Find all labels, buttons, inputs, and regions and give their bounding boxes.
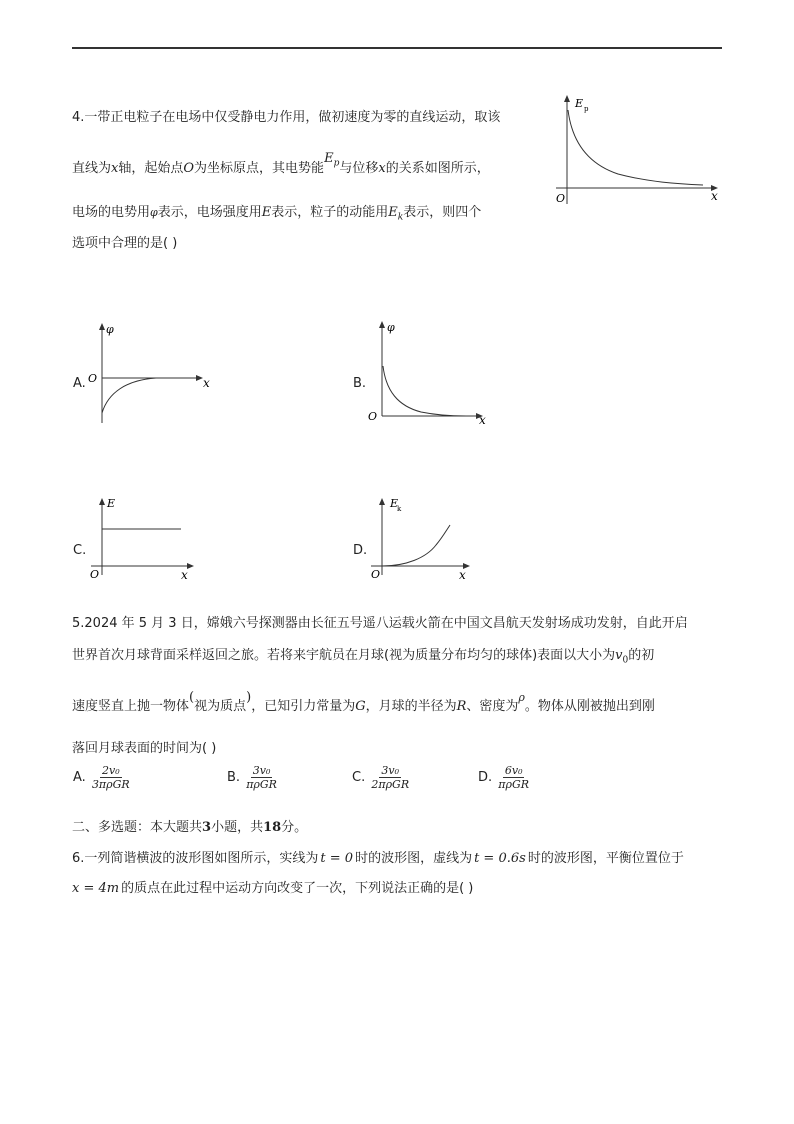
q5-text: ，月球的半径为 [365,699,457,714]
q4-text: 表示，粒子的动能用 [271,205,389,220]
var-Ep-sub: p [333,158,340,169]
q5-text: ，已知引力常量为 [251,699,356,714]
q4-option-c-graph [86,493,206,585]
option-label: C. [352,770,366,785]
section-text: 小题，共 [211,820,264,835]
y-label: E [390,497,399,510]
q4-option-b-label[interactable] [353,376,366,391]
x-axis-arrow [187,563,194,569]
var-rho: ρ [518,691,525,704]
var-G: G [355,699,366,714]
section-heading [72,816,307,835]
y-label: E [107,497,116,510]
denominator: 3πρGR [91,778,130,791]
var-R: R [456,699,467,714]
total-score: 18 [263,820,282,835]
q4-line4 [72,232,177,251]
var-v0: v [615,648,623,663]
var-Ep: E [324,151,334,166]
q4-text: 表示，电场强度用 [157,205,262,220]
ek-curve [382,525,450,566]
q5-option-c[interactable] [352,764,411,791]
origin-label: O [556,192,566,205]
y-axis-arrow [379,498,385,505]
var-x: x [111,161,119,176]
y-label-sub: k [397,505,402,513]
var-O: O [183,161,195,176]
x-axis-arrow [196,375,203,381]
numerator: 2v₀ [102,764,120,777]
q5-text: 、密度为 [466,699,519,714]
option-label: D. [353,543,368,558]
q5-text: 视为质点 [194,699,247,714]
denominator: πρGR [498,778,530,791]
position-x: x = 4m [72,881,120,896]
option-label: B. [227,770,241,785]
q4-text: 电场的电势用 [72,205,151,220]
q5-text: 速度竖直上抛一物体 [72,699,190,714]
q4-option-d-graph [366,493,476,585]
phi-curve [383,366,466,416]
fraction [244,764,279,791]
q6-line2 [72,877,473,896]
fraction [90,764,132,791]
q4-main-graph [548,92,728,214]
q4-text: 为坐标原点，其电势能 [194,161,325,176]
q5-text: 。物体从刚被抛出到刚 [524,699,655,714]
denominator: πρGR [246,778,277,791]
q4-text: 表示，则四个 [403,205,482,220]
option-label: A. [73,376,86,391]
q4-option-a-graph [86,318,216,428]
q5-text: 落回月球表面的时间为( ) [72,741,217,756]
q4-text: 选项中合理的是( ) [72,236,178,251]
header-rule [72,47,722,49]
y-axis-arrow [564,95,570,102]
section-text: 分。 [281,820,308,835]
q5-line2 [72,644,654,666]
q5-text: 世界首次月球背面采样返回之旅。若将来宇航员在月球(视为质量分布均匀的球体)表面以大小为 [72,648,616,663]
origin-label: O [368,410,378,423]
q4-text: 与位移 [339,161,379,176]
q4-line2 [72,151,490,179]
q4-text: 的关系如图所示， [385,161,490,176]
var-Ek-sub: k [397,212,404,223]
q4-text: 轴，起始点 [118,161,184,176]
question-count: 3 [202,820,212,835]
var-E: E [261,205,272,220]
origin-label: O [88,372,98,385]
time-t0: t = 0 [320,851,354,866]
q4-line1 [72,106,500,125]
fraction [369,764,411,791]
q4-line3 [72,201,481,223]
q5-line4 [72,737,216,756]
time-t1: t = 0.6s [474,851,526,866]
q4-option-a-label[interactable] [73,376,86,391]
var-Ek: E [388,205,398,220]
option-label: B. [353,376,367,391]
q5-text: 的初 [628,648,655,663]
y-axis-arrow [99,323,105,330]
phi-curve [102,378,164,413]
y-axis-arrow [99,498,105,505]
q5-line1 [72,612,688,631]
var-phi: φ [150,206,158,219]
x-label: x [459,568,466,582]
x-label: x [203,376,210,390]
y-axis-arrow [379,321,385,328]
numerator: 3v₀ [252,764,271,777]
denominator: 2πρGR [371,778,410,791]
var-v0-sub: 0 [622,655,629,666]
ep-curve [568,110,703,185]
q5-option-b[interactable] [227,764,279,791]
paren-right: ) [246,690,252,705]
q5-option-a[interactable] [73,764,132,791]
q6-text: 时的波形图，虚线为 [355,851,473,866]
option-label: C. [73,543,87,558]
option-label: A. [73,770,86,785]
q4-line1-text: 4.一带正电粒子在电场中仅受静电力作用，做初速度为零的直线运动，取该 [72,110,501,125]
y-label-sub: p [584,105,589,113]
q5-text: 5.2024 年 5 月 3 日，嫦娥六号探测器由长征五号遥八运载火箭在中国文昌航天发射场成功发射，自此开启 [72,616,688,631]
numerator: 6v₀ [504,764,523,777]
paren-left: ( [189,690,195,705]
q6-line1 [72,847,684,866]
q6-text: 6.一列简谐横波的波形图如图所示，实线为 [72,851,319,866]
q4-option-b-graph [366,316,496,428]
option-label: D. [478,770,493,785]
x-label: x [479,413,486,427]
var-x: x [378,161,386,176]
origin-label: O [90,568,100,581]
q6-text: 时的波形图，平衡位置位于 [527,851,684,866]
q4-text: 直线为 [72,161,112,176]
q5-line3 [72,690,655,714]
y-label: φ [387,321,395,334]
x-label: x [181,568,188,582]
y-label: φ [106,323,114,336]
y-label: E [575,97,584,110]
section-text: 二、多选题：本大题共 [72,820,203,835]
q6-text: 的质点在此过程中运动方向改变了一次，下列说法正确的是( ) [121,881,474,896]
fraction [496,764,531,791]
numerator: 3v₀ [381,764,400,777]
q5-option-d[interactable] [478,764,531,791]
q4-option-c-label[interactable] [73,543,86,558]
x-label: x [711,189,718,203]
origin-label: O [371,568,381,581]
